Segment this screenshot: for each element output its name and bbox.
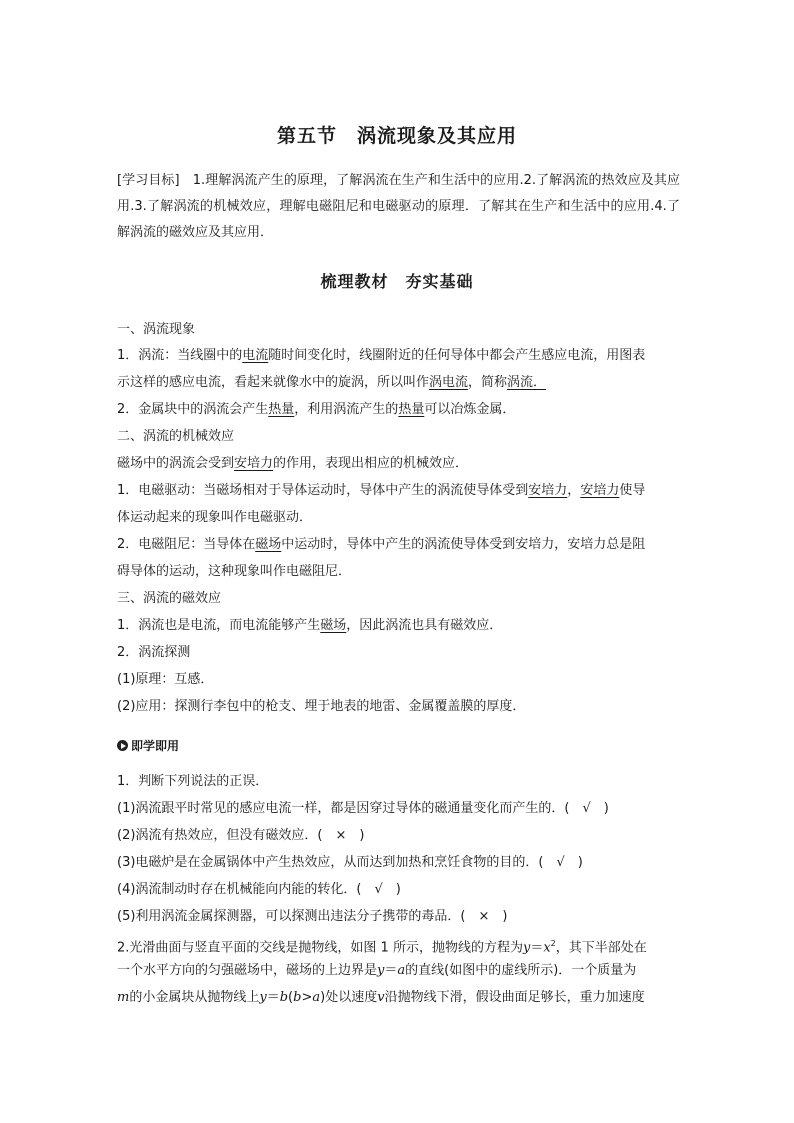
s2-p2-line2: 碍导体的运动，这种现象叫作电磁阻尼． <box>117 564 352 579</box>
section-title: 梳理教材 夯实基础 <box>320 272 474 291</box>
heading-magnetic-effect: 三、涡流的磁效应 <box>117 591 222 606</box>
play-icon <box>117 740 128 751</box>
s2-p2-line1: 2．电磁阻尼：当导体在磁场中运动时，导体中产生的涡流使导体受到安培力，安培力总是阻 <box>117 537 646 552</box>
s2-intro: 磁场中的涡流会受到安培力的作用，表现出相应的机械效应． <box>117 456 469 471</box>
s2-p1-line2: 体运动起来的现象叫作电磁驱动． <box>117 510 313 525</box>
page-title: 第五节 涡流现象及其应用 <box>276 125 517 147</box>
heading-mechanical-effect: 二、涡流的机械效应 <box>117 429 235 444</box>
judgment-item-4: (4)涡流制动时存在机械能向内能的转化．( √ ) <box>117 882 401 897</box>
learning-objectives: [学习目标] 1.理解涡流产生的原理，了解涡流在生产和生活中的应用.2.了解涡流的热效应及其应用.3.了解涡流的机械效应，理解电磁阻尼和电磁驱动的原理．了解其在生产和生活中的应用.4.了解涡流的磁效应及其应用． <box>117 173 680 240</box>
s1-p2: 2．金属块中的涡流会产生热量，利用涡流产生的热量可以冶炼金属． <box>117 402 516 417</box>
s1-p1-line1: 1．涡流：当线圈中的电流随时间变化时，线圈附近的任何导体中都会产生感应电流，用图表 <box>117 348 646 363</box>
s3-p2: 2．涡流探测 <box>117 645 191 660</box>
practice-q1: 1．判断下列说法的正误． <box>117 774 269 789</box>
judgment-item-2: (2)涡流有热效应，但没有磁效应．( × ) <box>117 828 365 843</box>
s3-p1: 1．涡流也是电流，而电流能够产生磁场，因此涡流也具有磁效应． <box>117 618 503 633</box>
practice-q2-line1: 2.光滑曲面与竖直平面的交线是抛物线，如图 1 所示，抛物线的方程为$y=x^2$，其下半部处在 <box>117 939 647 956</box>
practice-label: 即学即用 <box>117 736 687 756</box>
practice-q2-line2: 一个水平方向的匀强磁场中，磁场的上边界是y＝a的直线(如图中的虚线所示)．一个质量为 <box>117 963 637 978</box>
s3-p3: (1)原理：互感． <box>117 672 214 687</box>
judgment-item-1: (1)涡流跟平时常见的感应电流一样，都是因穿过导体的磁通量变化而产生的．( √ ) <box>117 801 609 816</box>
judgment-item-5: (5)利用涡流金属探测器，可以探测出违法分子携带的毒品．( × ) <box>117 909 508 924</box>
s1-p1-line2: 示这样的感应电流，看起来就像水中的旋涡，所以叫作涡电流，简称涡流． <box>117 375 547 390</box>
s3-p4: (2)应用：探测行李包中的枪支、埋于地表的地雷、金属覆盖膜的厚度． <box>117 699 526 714</box>
practice-q2-line3: m的小金属块从抛物线上y＝b(b>a)处以速度v沿抛物线下滑，假设曲面足够长，重力加速度 <box>117 990 645 1005</box>
heading-eddy-current-phenomenon: 一、涡流现象 <box>117 322 196 337</box>
judgment-item-3: (3)电磁炉是在金属锅体中产生热效应，从而达到加热和烹饪食物的目的．( √ ) <box>117 855 583 870</box>
s2-p1-line1: 1．电磁驱动：当磁场相对于导体运动时，导体中产生的涡流使导体受到安培力，安培力使导 <box>117 483 646 498</box>
